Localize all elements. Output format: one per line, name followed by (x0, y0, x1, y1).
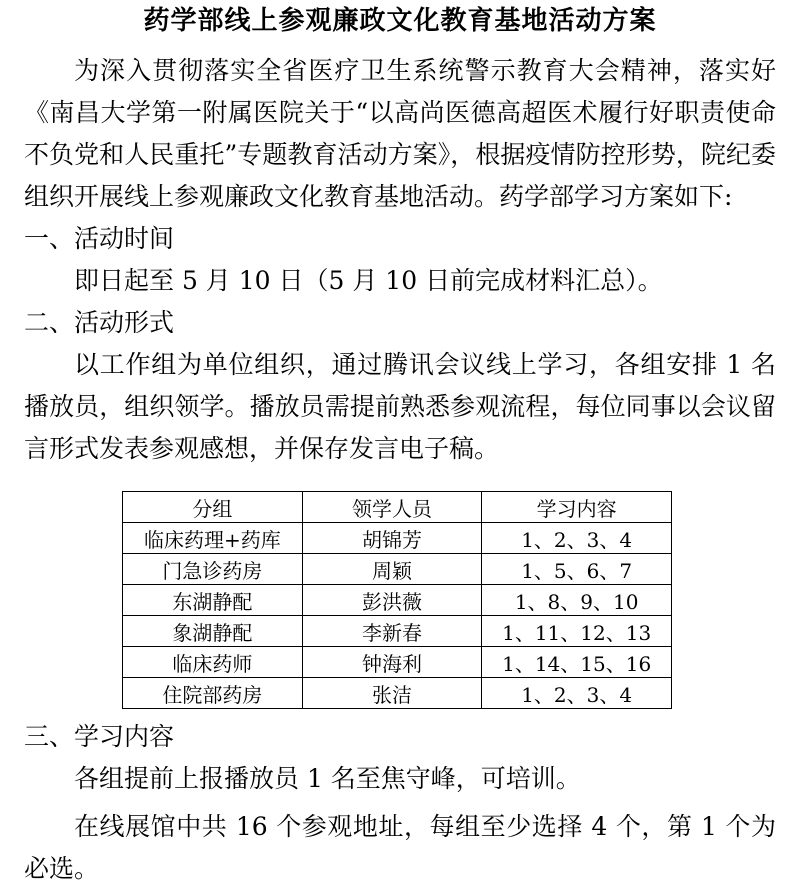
table-cell-leader: 李新春 (302, 616, 482, 647)
section2-heading: 二、活动形式 (24, 308, 175, 337)
intro-paragraph: 为深入贯彻落实全省医疗卫生系统警示教育大会精神，落实好《南昌大学第一附属医院关于“以高尚医德高超医术履行好职责使命不负党和人民重托”专题教育活动方案》，根据疫情防控形势，院纪委组织开展线上参观廉政文化教育基地活动。药学部学习方案如下: (24, 56, 776, 211)
table-cell-group: 临床药师 (123, 647, 303, 678)
table-cell-group: 门急诊药房 (123, 554, 303, 585)
table-row (123, 523, 672, 554)
group-table (122, 491, 672, 709)
section3-line2: 在线展馆中共 16 个参观地址，每组至少选择 4 个，第 1 个为必选。 (24, 812, 776, 883)
table-header-cell: 学习内容 (482, 492, 672, 523)
table-cell-content: 1、5、6、7 (482, 554, 672, 585)
table-cell-group: 临床药理+药库 (123, 523, 303, 554)
table-cell-leader: 胡锦芳 (302, 523, 482, 554)
table-cell-content: 1、11、12、13 (482, 616, 672, 647)
table-cell-leader: 周颖 (302, 554, 482, 585)
table-row (123, 554, 672, 585)
table-cell-content: 1、2、3、4 (482, 678, 672, 709)
table-cell-group: 住院部药房 (123, 678, 303, 709)
table-header-row (123, 492, 672, 523)
table-cell-content: 1、14、15、16 (482, 647, 672, 678)
table-row (123, 616, 672, 647)
table-cell-leader: 张洁 (302, 678, 482, 709)
table-row (123, 647, 672, 678)
document-title: 药学部线上参观廉政文化教育基地活动方案 (143, 6, 657, 36)
table-cell-content: 1、2、3、4 (482, 523, 672, 554)
section2-body: 以工作组为单位组织，通过腾讯会议线上学习，各组安排 1 名播放员，组织领学。播放员需提前熟悉参观流程，每位同事以会议留言形式发表参观感想，并保存发言电子稿。 (24, 350, 776, 463)
section3-heading: 三、学习内容 (24, 722, 175, 751)
table-header-cell: 领学人员 (302, 492, 482, 523)
table-cell-group: 东湖静配 (123, 585, 303, 616)
section1-heading: 一、活动时间 (24, 224, 175, 253)
table-row (123, 678, 672, 709)
table-cell-group: 象湖静配 (123, 616, 303, 647)
table-cell-content: 1、8、9、10 (482, 585, 672, 616)
section1-body: 即日起至 5 月 10 日（5 月 10 日前完成材料汇总）。 (74, 266, 663, 295)
table-row (123, 585, 672, 616)
table-header-cell: 分组 (123, 492, 303, 523)
section3-line1: 各组提前上报播放员 1 名至焦守峰，可培训。 (74, 764, 581, 793)
table-cell-leader: 彭洪薇 (302, 585, 482, 616)
table-cell-leader: 钟海利 (302, 647, 482, 678)
